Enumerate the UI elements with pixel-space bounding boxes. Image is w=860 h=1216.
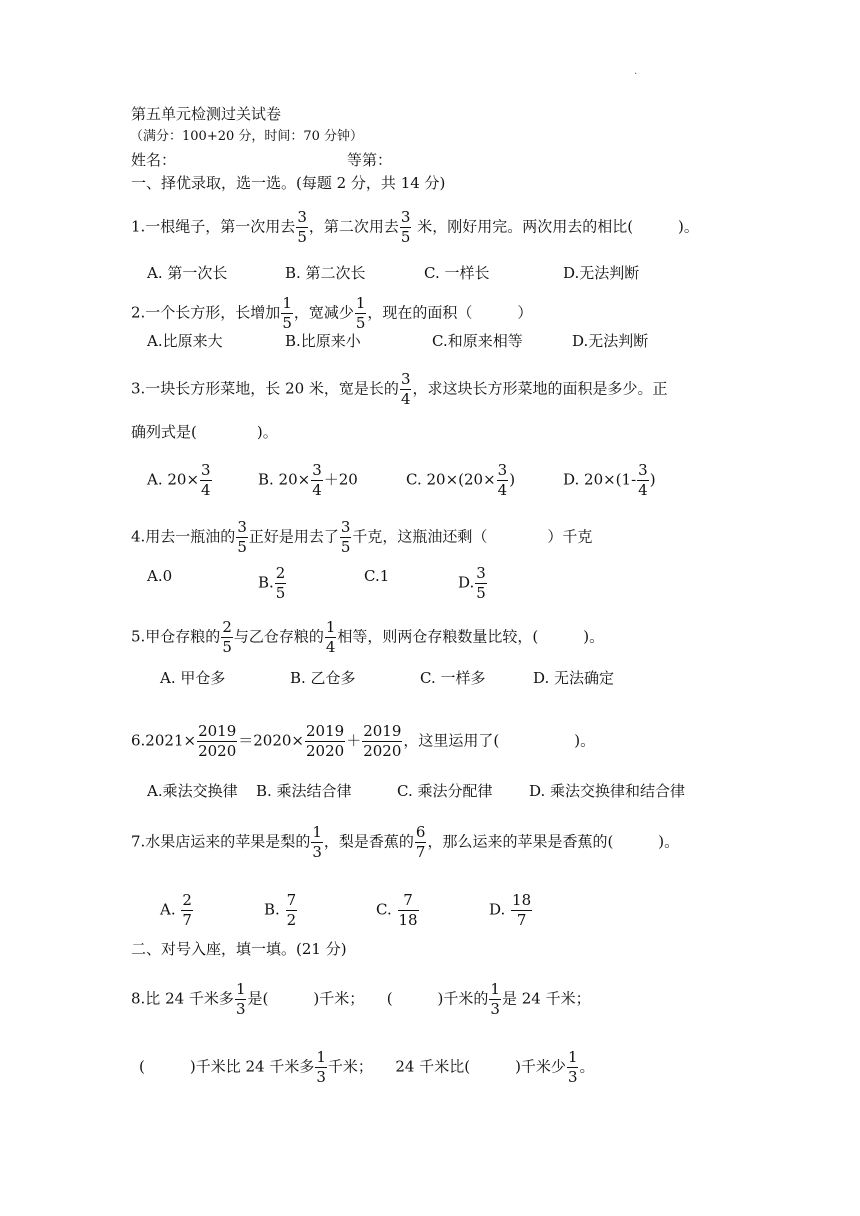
- question-8-line-1: [131, 982, 591, 1017]
- q1-option-c[interactable]: C. 一样长: [424, 264, 490, 282]
- fraction: [311, 463, 323, 498]
- q4-text-c: 千克，这瓶油还剩（ ）千克: [352, 527, 593, 546]
- denominator: 5: [237, 538, 247, 556]
- numerator: 2: [182, 891, 192, 909]
- q6-option-c[interactable]: C. 乘法分配律: [397, 782, 493, 800]
- question-4: [131, 520, 592, 555]
- denominator: 7: [182, 911, 192, 929]
- denominator: 5: [340, 538, 351, 556]
- option-suffix: ＋20: [323, 470, 358, 489]
- q4-fraction-2: [340, 520, 352, 555]
- q7-option-c[interactable]: [376, 893, 420, 928]
- denominator: 5: [282, 314, 292, 332]
- denominator: 4: [201, 481, 211, 499]
- q2-option-c[interactable]: C.和原来相等: [432, 332, 523, 350]
- fraction: [181, 893, 193, 928]
- option-label: B.: [264, 900, 280, 919]
- option-suffix: ): [509, 470, 516, 489]
- question-1: [131, 210, 699, 245]
- q2-text-a: 2.一个长方形，长增加: [131, 303, 281, 322]
- numerator: 6: [415, 823, 426, 841]
- q8-fraction-3: [315, 1050, 327, 1085]
- option-label: C.: [376, 900, 392, 919]
- denominator: 18: [398, 911, 418, 929]
- q7-fraction-2: [415, 825, 427, 860]
- fraction: [511, 893, 532, 928]
- denominator: 5: [400, 228, 411, 246]
- q3-option-a[interactable]: [147, 463, 213, 498]
- q3-fraction: [400, 372, 412, 407]
- q7-text-a: 7.水果店运来的苹果是梨的: [131, 832, 311, 851]
- numerator: 1: [312, 823, 322, 841]
- q1-text-a: 1.一根绳子，第一次用去: [131, 217, 296, 236]
- numerator: 3: [476, 564, 486, 582]
- q2-fraction-2: [355, 296, 367, 331]
- numerator: 2: [222, 618, 232, 636]
- q2-option-b[interactable]: B.比原来小: [285, 332, 361, 350]
- section1-heading: 一、择优录取，选一选。(每题 2 分，共 14 分): [131, 174, 446, 192]
- option-label: A.: [160, 900, 176, 919]
- corner-dot: .: [634, 66, 638, 77]
- denominator: 5: [355, 314, 366, 332]
- q1-text-b: ，第二次用去: [308, 217, 399, 236]
- numerator: 7: [286, 891, 297, 909]
- fraction: [637, 463, 649, 498]
- option-label: C. 20×(20×: [406, 470, 496, 489]
- numerator: 2019: [363, 722, 402, 740]
- numerator: 3: [638, 461, 648, 479]
- q8-text-b: 是( )千米； ( )千米的: [247, 989, 489, 1008]
- fraction: [275, 566, 287, 601]
- q1-option-d[interactable]: D.无法判断: [563, 264, 640, 282]
- q8-text-g: 。: [579, 1057, 595, 1076]
- q8-fraction-2: [489, 982, 501, 1017]
- option-label: A. 20×: [147, 470, 200, 489]
- numerator: 1: [235, 980, 246, 998]
- q8-text-a: 8.比 24 千米多: [131, 989, 234, 1008]
- q6-text-a: 6.2021×: [131, 731, 197, 750]
- q6-option-d[interactable]: D. 乘法交换律和结合律: [529, 782, 686, 800]
- q5-text-b: 与乙仓存粮的: [233, 627, 324, 646]
- q5-option-d[interactable]: D. 无法确定: [533, 669, 615, 687]
- q3-text-a: 3.一块长方形菜地，长 20 米，宽是长的: [131, 379, 399, 398]
- q7-option-b[interactable]: [264, 893, 298, 928]
- q3-option-b[interactable]: [258, 463, 358, 498]
- q5-text-c: 相等，则两仓存粮数量比较，( )。: [337, 627, 605, 646]
- denominator: 2020: [363, 742, 402, 760]
- denominator: 5: [275, 584, 286, 602]
- denominator: 5: [222, 638, 232, 656]
- q6-text-b: ＝2020×: [238, 731, 304, 750]
- denominator: 3: [312, 843, 322, 861]
- q7-text-b: ，梨是香蕉的: [323, 832, 414, 851]
- denominator: 4: [312, 481, 322, 499]
- numerator: 3: [201, 461, 211, 479]
- q5-text-a: 5.甲仓存粮的: [131, 627, 221, 646]
- q1-option-b[interactable]: B. 第二次长: [285, 264, 366, 282]
- fraction: [398, 893, 419, 928]
- q2-text-c: ，现在的面积（ ）: [367, 303, 533, 322]
- q7-fraction-1: [311, 825, 323, 860]
- denominator: 4: [325, 638, 336, 656]
- section2-heading: 二、对号入座，填一填。(21 分): [131, 940, 347, 958]
- q5-option-a[interactable]: A. 甲仓多: [160, 669, 226, 687]
- numerator: 18: [512, 891, 532, 909]
- q4-option-d[interactable]: [458, 566, 488, 601]
- q3-option-c[interactable]: [406, 463, 515, 498]
- numerator: 3: [497, 461, 508, 479]
- denominator: 2020: [306, 742, 345, 760]
- q8-text-c: 是 24 千米；: [501, 989, 591, 1008]
- numerator: 3: [237, 518, 247, 536]
- q2-text-b: ，宽减少: [293, 303, 354, 322]
- denominator: 7: [516, 911, 527, 929]
- denominator: 3: [567, 1068, 578, 1086]
- q4-text-a: 4.用去一瓶油的: [131, 527, 236, 546]
- q1-fraction-1: [296, 210, 308, 245]
- numerator: 2: [275, 564, 286, 582]
- q1-fraction-2: [400, 210, 412, 245]
- question-5: [131, 620, 604, 655]
- q7-option-d[interactable]: [489, 893, 533, 928]
- question-8-line-2: [139, 1050, 595, 1085]
- q4-option-c[interactable]: C.1: [364, 567, 390, 585]
- q7-option-a[interactable]: [160, 893, 194, 928]
- q3-option-d[interactable]: [563, 463, 656, 498]
- q3-text-c: 确列式是( )。: [131, 423, 278, 441]
- question-3: [131, 372, 668, 407]
- q6-option-b[interactable]: B. 乘法结合律: [256, 782, 352, 800]
- q2-option-d[interactable]: D.无法判断: [572, 332, 649, 350]
- numerator: 1: [316, 1048, 326, 1066]
- numerator: 3: [400, 370, 411, 388]
- fraction: [286, 893, 298, 928]
- denominator: 4: [400, 390, 411, 408]
- q7-text-c: ，那么运来的苹果是香蕉的( )。: [427, 832, 680, 851]
- q5-fraction-1: [221, 620, 233, 655]
- q2-fraction-1: [281, 296, 293, 331]
- numerator: 3: [400, 208, 411, 226]
- fraction: [475, 566, 487, 601]
- q4-option-a[interactable]: A.0: [147, 567, 173, 585]
- fraction: [200, 463, 212, 498]
- q1-text-c: 米，刚好用完。两次用去的相比( )。: [412, 217, 699, 236]
- q6-option-a[interactable]: A.乘法交换律: [147, 782, 238, 800]
- denominator: 3: [235, 1000, 246, 1018]
- q5-option-b[interactable]: B. 乙仓多: [290, 669, 356, 687]
- name-label: 姓名：: [131, 151, 177, 169]
- option-label: D.: [458, 573, 475, 592]
- numerator: 1: [282, 294, 292, 312]
- numerator: 2019: [198, 722, 237, 740]
- numerator: 2019: [306, 722, 345, 740]
- q8-fraction-4: [567, 1050, 579, 1085]
- exam-title: 第五单元检测过关试卷: [131, 105, 282, 123]
- numerator: 3: [312, 461, 322, 479]
- q5-fraction-2: [325, 620, 337, 655]
- denominator: 4: [497, 481, 508, 499]
- denominator: 2: [286, 911, 297, 929]
- denominator: 7: [415, 843, 426, 861]
- q8-fraction-1: [235, 982, 247, 1017]
- numerator: 3: [297, 208, 307, 226]
- denominator: 2020: [198, 742, 237, 760]
- question-7: [131, 825, 679, 860]
- denominator: 5: [476, 584, 486, 602]
- option-label: D. 20×(1-: [563, 470, 637, 489]
- numerator: 1: [490, 980, 500, 998]
- option-suffix: ): [649, 470, 656, 489]
- exam-subtitle: （满分：100+20 分，时间：70 分钟）: [130, 129, 364, 144]
- numerator: 1: [325, 618, 336, 636]
- q6-text-c: ＋: [346, 731, 362, 750]
- q6-fraction-1: [197, 724, 237, 759]
- numerator: 1: [567, 1048, 578, 1066]
- q6-text-e: ，这里运用了( )。: [403, 731, 596, 750]
- q3-text-b: ，求这块长方形菜地的面积是多少。正: [412, 379, 668, 398]
- q8-text-e: 千米； 24 千米比( )千米少: [327, 1057, 566, 1076]
- q4-fraction-1: [236, 520, 248, 555]
- denominator: 3: [490, 1000, 500, 1018]
- question-6: [131, 724, 595, 759]
- numerator: 3: [340, 518, 351, 536]
- numerator: 1: [355, 294, 366, 312]
- question-2: [131, 296, 532, 331]
- q6-fraction-2: [305, 724, 345, 759]
- option-label: B. 20×: [258, 470, 311, 489]
- q4-text-b: 正好是用去了: [248, 527, 339, 546]
- grade-label: 等第：: [347, 151, 393, 169]
- q5-option-c[interactable]: C. 一样多: [420, 669, 486, 687]
- q4-option-b[interactable]: [258, 566, 287, 601]
- q1-option-a[interactable]: A. 第一次长: [147, 264, 228, 282]
- denominator: 3: [316, 1068, 326, 1086]
- denominator: 4: [638, 481, 648, 499]
- option-label: D.: [489, 900, 506, 919]
- option-label: B.: [258, 573, 274, 592]
- q8-text-d: ( )千米比 24 千米多: [139, 1057, 315, 1076]
- fraction: [497, 463, 509, 498]
- q6-fraction-3: [362, 724, 402, 759]
- denominator: 5: [297, 228, 307, 246]
- numerator: 7: [398, 893, 419, 911]
- q2-option-a[interactable]: A.比原来大: [147, 332, 223, 350]
